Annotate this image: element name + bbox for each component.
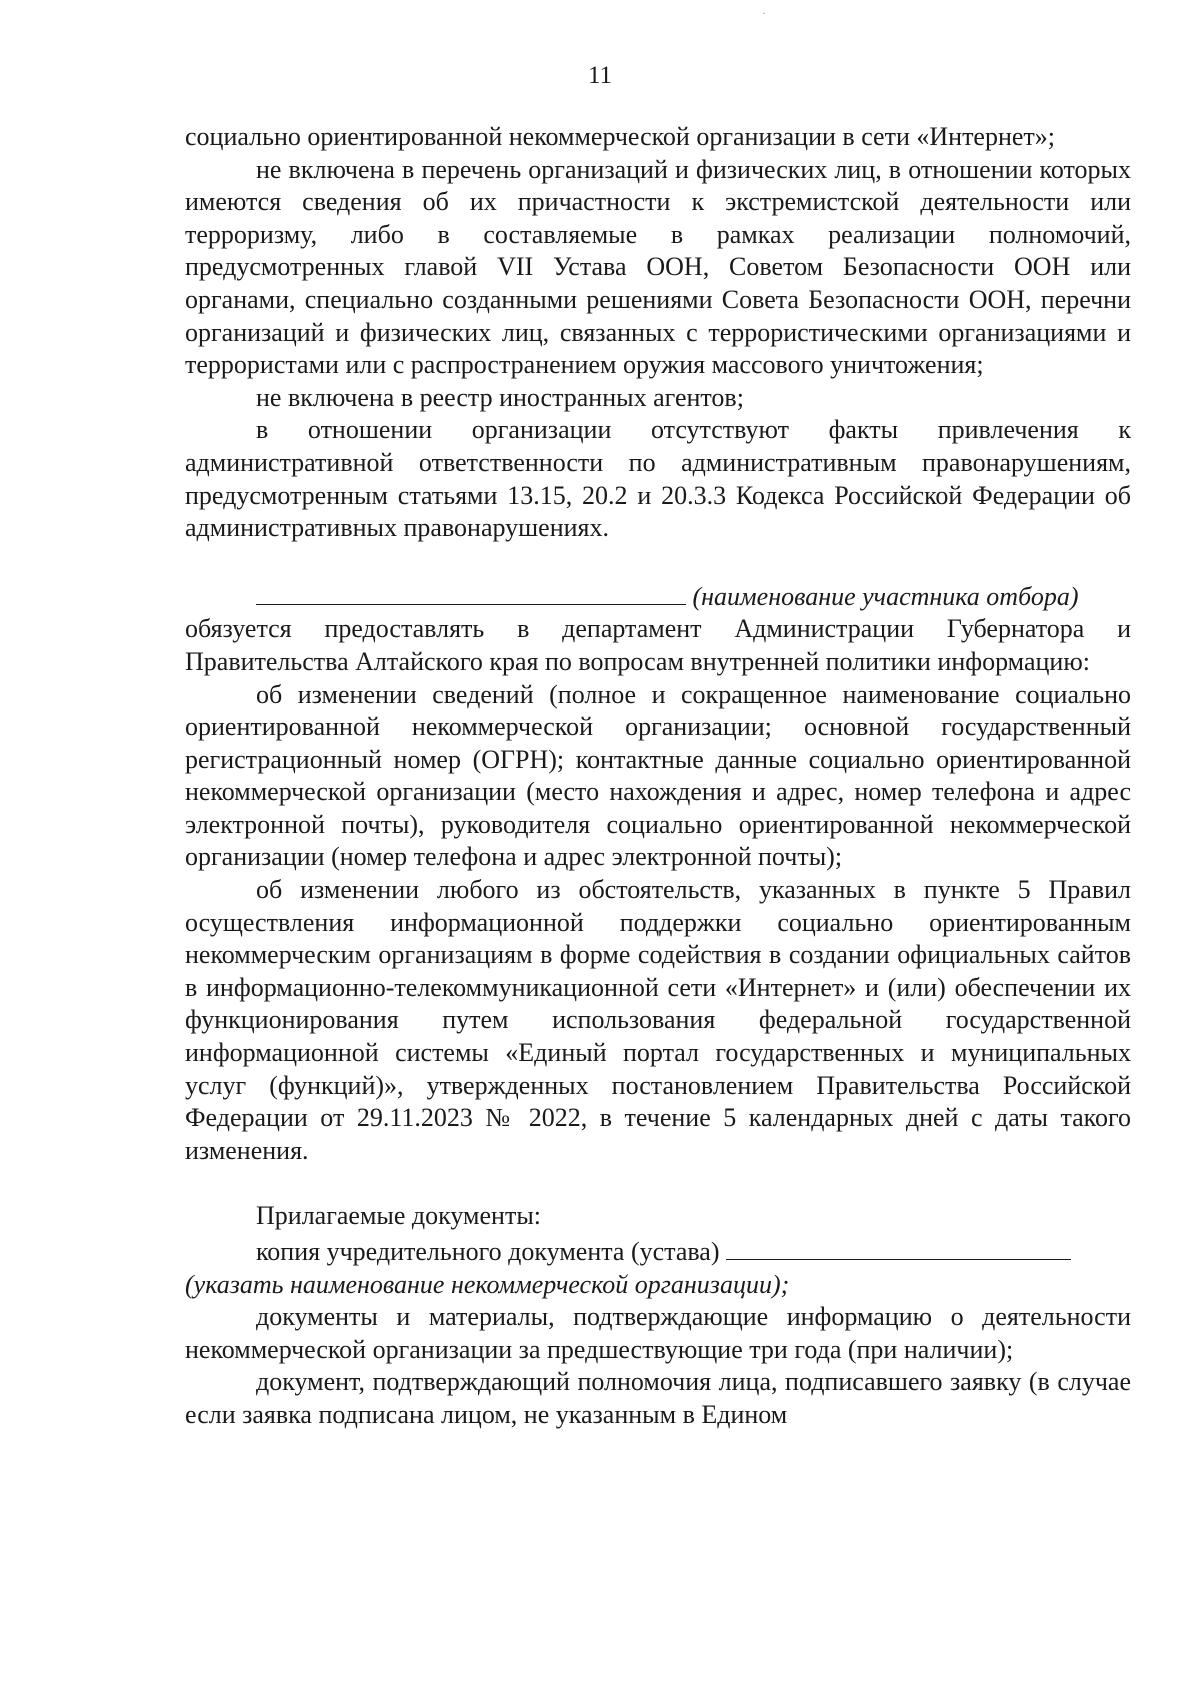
- charter-copy-text: копия учредительного документа (устава): [256, 1237, 720, 1266]
- paragraph-extremism-list: не включена в перечень организаций и физических лиц, в отношении которых имеются сведения об их причастности к экстремистской деятельности или терроризму, либо в составляемые в рамках реализации полномочий, предусмотренных главой VII Устава ООН, Советом Безопасности ООН или органами, специально созданными решениями Совета Безопасности ООН, перечни организаций и физических лиц, связанных с террористическими организациями и террористами или с распространением оружия массового уничтожения;: [185, 154, 1131, 380]
- paragraph-charter-copy: [185, 1233, 1131, 1269]
- attached-documents-heading: Прилагаемые документы:: [256, 1201, 542, 1231]
- page-number: 11: [587, 62, 613, 89]
- charter-copy-hint: (указать наименование некоммерческой организации);: [185, 1269, 790, 1299]
- spacer: [185, 1167, 1131, 1200]
- charter-copy-blank: [726, 1233, 1071, 1260]
- document-body: [185, 121, 1131, 1432]
- paragraph-changes-info: об изменении сведений (полное и сокращенное наименование социально ориентированной некоммерческой организации; основной государственный регистрационный номер (ОГРН); контактные данные социально ориентированной некоммерческой организации (место нахождения и адрес, номер телефона и адрес электронной почты), руководителя социально ориентированной некоммерческой организации (номер телефона и адрес электронной почты);: [185, 679, 1131, 872]
- paragraph-obligation: обязуется предоставлять в департамент Администрации Губернатора и Правительства Алтайского края по вопросам внутренней политики информацию:: [185, 614, 1131, 676]
- paragraph-participant-name-line: [185, 578, 1131, 614]
- paragraph-website: социально ориентированной некоммерческой организации в сети «Интернет»;: [185, 122, 1056, 151]
- paragraph-authority-document: документ, подтверждающий полномочия лица, подписавшего заявку (в случае если заявка подписана лицом, не указанным в Едином: [185, 1367, 1131, 1429]
- paragraph-changes-circumstances: об изменении любого из обстоятельств, указанных в пункте 5 Правил осуществления информационной поддержки социально ориентированным некоммерческим организациям в форме содействия в создании официальных сайтов в информационно-телекоммуникационной сети «Интернет» и (или) обеспечении их функционирования путем использования федеральной государственной информационной системы «Единый портал государственных и муниципальных услуг (функций)», утвержденных постановлением Правительства Российской Федерации от 29.11.2023 № 2022, в течение 5 календарных дней с даты такого изменения.: [185, 875, 1131, 1165]
- paragraph-activity-documents: документы и материалы, подтверждающие информацию о деятельности некоммерческой организации за предшествующие три года (при наличии);: [185, 1302, 1131, 1364]
- paragraph-foreign-agents: не включена в реестр иностранных агентов;: [256, 382, 744, 412]
- participant-name-hint: (наименование участника отбора): [692, 581, 1079, 611]
- spacer: [185, 545, 1131, 578]
- paragraph-administrative-liability: в отношении организации отсутствуют факты привлечения к административной ответственности по административным правонарушениям, предусмотренным статьями 13.15, 20.2 и 20.3.3 Кодекса Российской Федерации об административных правонарушениях.: [185, 415, 1131, 543]
- participant-name-blank: [256, 578, 686, 605]
- scan-mark: ·: [762, 6, 766, 20]
